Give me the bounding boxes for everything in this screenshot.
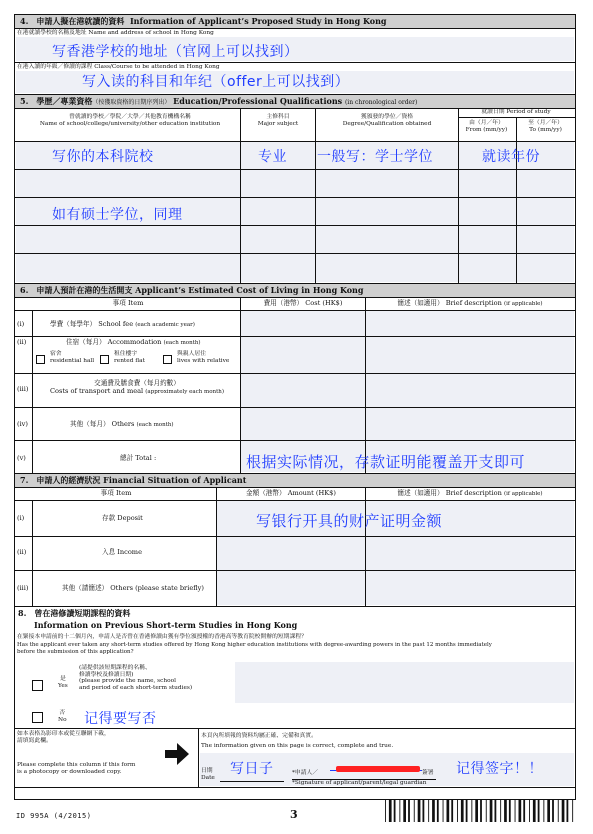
s6-row5-label: 總計 Total : (120, 454, 157, 462)
s7-row1-label: 存款 Deposit (102, 514, 143, 522)
s8-question-en2: before the submission of this application? (17, 649, 134, 655)
section-6-title: 6. 申請人預計在港的生活開支 Applicant’s Estimated Cost of Living in Hong Kong (20, 285, 364, 295)
signature-label-zh: *申請人／ (292, 770, 319, 776)
note-year: 就读年份 (482, 149, 540, 165)
s8-question-zh: 在緊接本申請前的十二個月內，申請人是否曾在香港修讀由獲有學位頒授權的香港高等教育院校開辦的短期課程？ (17, 634, 307, 640)
copy-note-en: Please complete this column if this form is a photocopy or downloaded copy. (17, 762, 136, 775)
section-7-title: 7. 申請人的經濟狀況 Financial Situation of Applicant (20, 475, 247, 485)
school-label: 在港就讀學校的名稱及地址 Name and address of school in Hong Kong (17, 30, 214, 36)
yes-detail: (請提供該短期課程的名稱、 修讀學校及修讀日期) (please provide the name, school and period of each short-term studies) (79, 665, 193, 691)
section-4-title: 4. 申請人擬在港就讀的資料 Information of Applicant’s Proposed Study in Hong Kong (20, 16, 387, 26)
date-label: 日期 Date (201, 768, 215, 781)
s7-row1-num: (i) (17, 514, 25, 522)
s7-row2-num: (ii) (17, 548, 27, 556)
yes-checkbox[interactable] (32, 680, 43, 691)
accom-flat-checkbox[interactable] (100, 355, 109, 364)
copy-note-zh: 如本表格為影印本或從互聯網下載， 請填寫此欄。 (17, 731, 110, 744)
short-term-detail-field[interactable] (235, 662, 574, 703)
note-school: 写你的本科院校 (52, 149, 154, 165)
s7-item-header: 事項 Item (100, 489, 132, 497)
accom-hall-label: 宿舍 residential hall (50, 351, 95, 364)
note-degree: 一般写：学士学位 (317, 149, 433, 165)
page-number: 3 (290, 808, 298, 821)
form-id: ID 995A (4/2015) (16, 812, 92, 820)
s7-amount-header: 金額（港幣） Amount (HK$) (246, 489, 336, 497)
s7-desc-header: 簡述（如適用） Brief description (if applicable) (397, 489, 543, 497)
s6-row2-label: 住宿（每月） Accommodation (each month) (66, 338, 201, 346)
section-8-title-zh: 8. 曾在港修讀短期課程的資料 (18, 608, 131, 618)
section-5-title: 5. 學歷／專業資格（按獲取資格的日期序列出） Education/Professional Qualifications (in chronological order) (20, 96, 418, 106)
accom-hall-checkbox[interactable] (36, 355, 45, 364)
s7-row2-label: 入息 Income (102, 548, 142, 556)
col-degree-header: 獲頒發的學位／資格 Degree/Qualification obtained (342, 114, 432, 127)
redaction-mark (336, 766, 420, 772)
note-date: 写日子 (230, 761, 274, 777)
accom-flat-label: 租住樓宇 rented flat (114, 351, 145, 364)
no-label: 否 No (58, 710, 67, 723)
s6-cost-header: 費用（港幣） Cost (HK$) (263, 299, 343, 307)
accom-relative-label: 與親人居住 lives with relative (177, 351, 230, 364)
section-8-title-en: Information on Previous Short-term Studies in Hong Kong (34, 620, 298, 630)
note-school-address: 写香港学校的地址（官网上可以找到） (52, 44, 299, 60)
s6-row3-label: 交通費及膳食費（每月約數） Costs of transport and meal (approximately each month) (49, 379, 224, 396)
note-no: 记得要写否 (84, 711, 157, 727)
note-class-course: 写入读的科目和年纪（offer上可以找到） (82, 74, 350, 90)
s6-row2-num: (ii) (17, 338, 27, 346)
col-period-header: 就讀日期 Period of study (481, 109, 551, 115)
barcode (385, 800, 575, 822)
s6-item-header: 事項 Item (112, 299, 144, 307)
s8-question-en1: Has the applicant ever taken any short-term studies offered by Hong Kong higher education institutions with degree-awarding powers in the past 12 months immediately (17, 642, 492, 648)
note-master: 如有硕士学位，同理 (52, 207, 183, 223)
class-label: 在港入讀的年級／修讀的課程 Class/Course to be attended in Hong Kong (17, 64, 220, 70)
s7-row3-num: (iii) (17, 584, 29, 592)
note-finance: 写银行开具的财产证明金额 (256, 512, 443, 530)
col-from-header: 由（月／年） From (mm/yy) (465, 120, 508, 133)
s6-row5-num: (v) (17, 454, 26, 462)
note-major: 专业 (258, 149, 287, 165)
s6-desc-header: 簡述（如適用） Brief description (if applicable) (397, 299, 543, 307)
declaration-zh: 本頁內所填報的資料均屬正確、完備和真實。 (201, 733, 317, 739)
s6-row1-num: (i) (17, 320, 25, 328)
col-to-header: 至（月／年） To (mm/yy) (528, 120, 563, 133)
no-checkbox[interactable] (32, 712, 43, 723)
s6-row4-label: 其他（每月） Others (each month) (70, 420, 174, 428)
note-sign: 记得签字！！ (456, 761, 543, 777)
signature-label-zh-end: 簽署 (422, 770, 434, 776)
declaration-en: The information given on this page is correct, complete and true. (201, 743, 394, 749)
s6-row1-label: 學費（每學年） School fee (each academic year) (50, 320, 195, 328)
col-major-header: 主修科目 Major subject (257, 114, 299, 127)
arrow-right-icon (163, 740, 191, 768)
s6-row3-num: (iii) (17, 385, 29, 393)
note-cost: 根据实际情况，存款证明能覆盖开支即可 (246, 453, 526, 471)
accom-relative-checkbox[interactable] (163, 355, 172, 364)
col-school-header: 曾就讀的學校／學院／大學／其他教育機構名稱 Name of school/college/university/other education institution (39, 114, 221, 127)
yes-label: 是 Yes (58, 676, 68, 689)
signature-label-en: *Signature of applicant/parent/legal guardian (292, 780, 427, 786)
s7-row3-label: 其他（請簡述） Others (please state briefly) (62, 584, 204, 592)
s6-row4-num: (iv) (17, 420, 28, 428)
